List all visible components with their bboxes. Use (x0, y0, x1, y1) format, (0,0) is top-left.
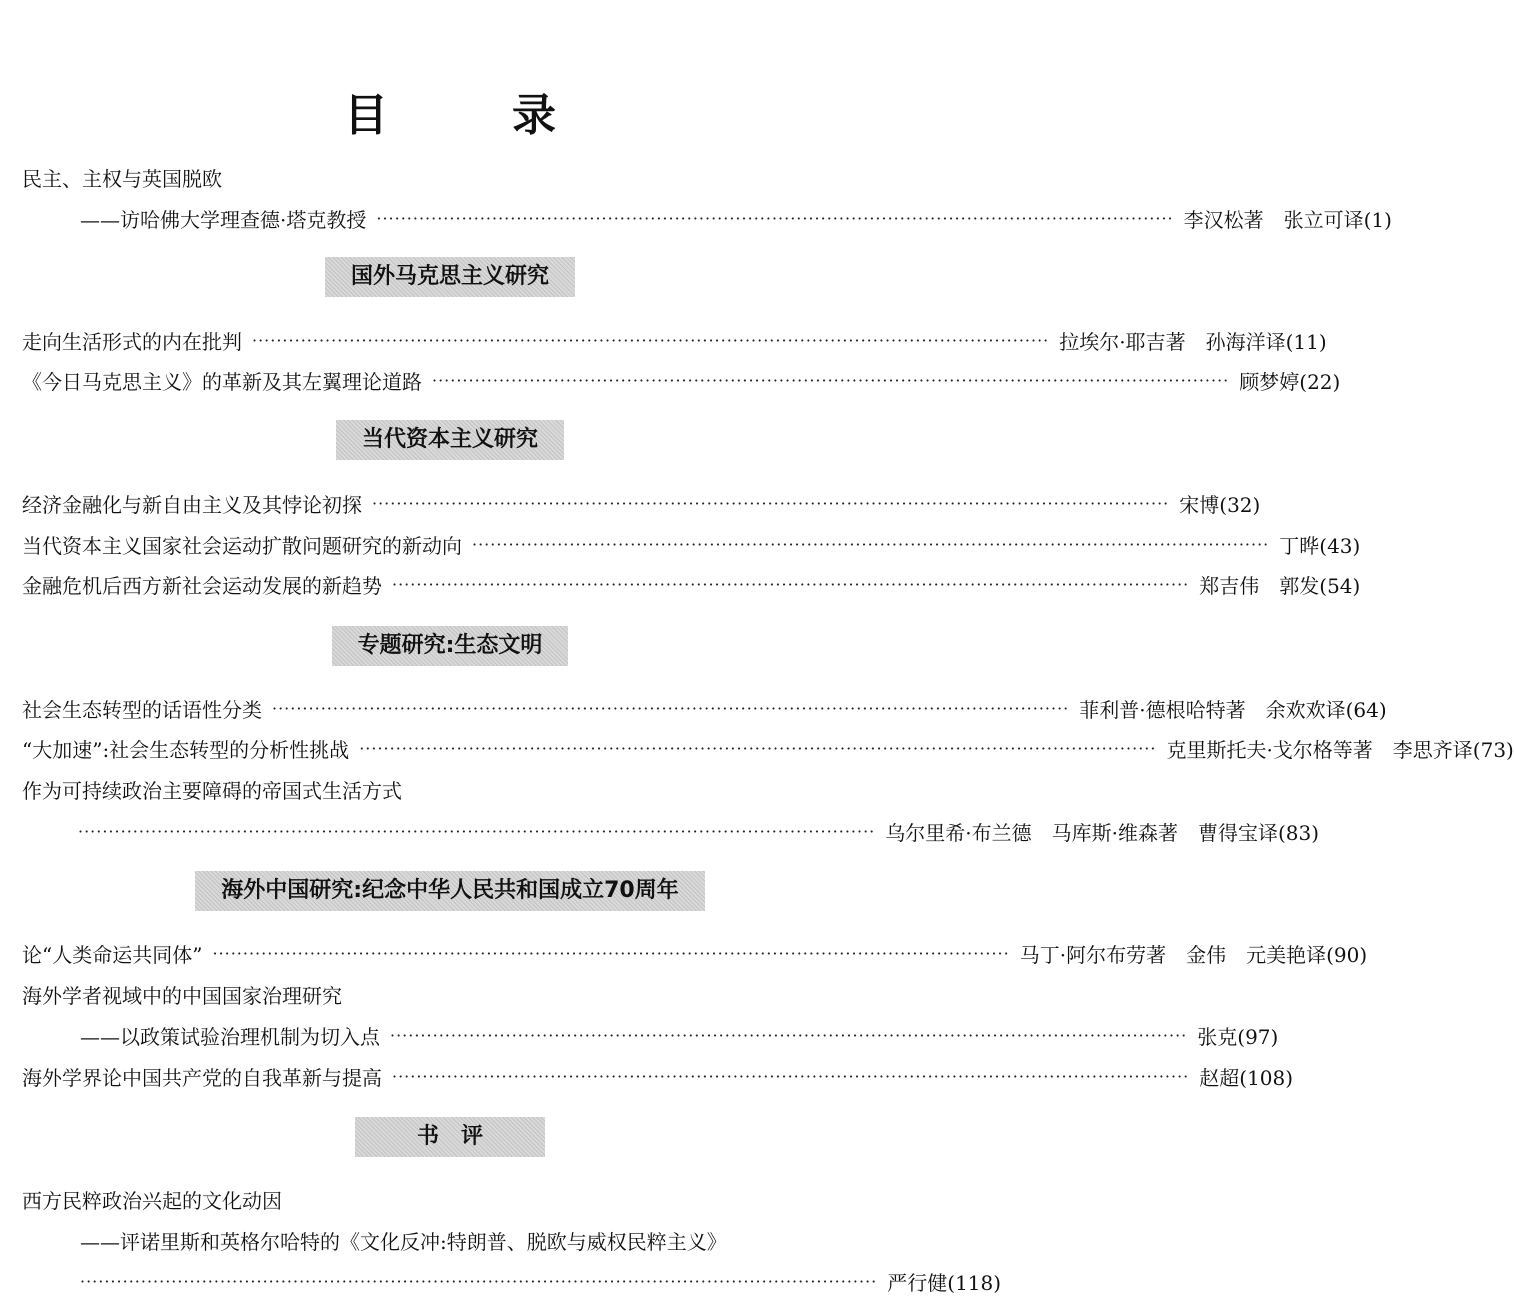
entry-title: 作为可持续政治主要障碍的帝国式生活方式 (22, 778, 402, 803)
dot-leader: ··································································································································· (80, 1271, 878, 1291)
toc-entry[interactable] (80, 1019, 1279, 1051)
dot-leader: ··································································································································· (390, 1025, 1188, 1045)
entry-title: 民主、主权与英国脱欧 (22, 166, 222, 191)
section-heading (0, 1117, 900, 1157)
section-heading (0, 420, 900, 460)
entry-title: 《今日马克思主义》的革新及其左翼理论道路 (22, 369, 422, 394)
section-heading-label: 当代资本主义研究 (336, 420, 564, 460)
dot-leader: ··································································································································· (376, 208, 1174, 228)
toc-entry[interactable] (22, 324, 1327, 356)
entry-title: 海外学界论中国共产党的自我革新与提高 (22, 1065, 382, 1090)
toc-entry[interactable] (22, 692, 1387, 724)
section-heading (0, 257, 900, 297)
toc-entry[interactable] (22, 528, 1361, 560)
toc-entry[interactable] (22, 773, 874, 805)
dot-leader: ··································································································································· (472, 534, 1270, 554)
section-heading-label: 专题研究:生态文明 (332, 626, 569, 666)
section-heading-label: 国外马克思主义研究 (325, 257, 575, 297)
toc-entry[interactable] (78, 815, 1320, 847)
entry-title: 论“人类命运共同体” (22, 942, 203, 967)
entry-title: 西方民粹政治兴起的文化动因 (22, 1188, 282, 1213)
dot-leader: ··································································································································· (359, 738, 1157, 758)
entry-authors-page: 乌尔里希·布兰德 马库斯·维森著 曹得宝译(83) (885, 820, 1320, 845)
entry-authors-page: 菲利普·德根哈特著 余欢欢译(64) (1079, 697, 1387, 722)
toc-entry[interactable] (22, 364, 1341, 396)
entry-authors-page: 赵超(108) (1199, 1065, 1294, 1090)
toc-entry[interactable] (22, 937, 1368, 969)
toc-entry[interactable] (22, 978, 874, 1010)
dot-leader: ··································································································································· (392, 1066, 1190, 1086)
entry-subtitle: ——访哈佛大学理查德·塔克教授 (80, 207, 367, 232)
dot-leader: ··································································································································· (372, 493, 1170, 513)
page-title: 目 录 (344, 90, 596, 141)
dot-leader: ··································································································································· (212, 943, 1010, 963)
entry-title: “大加速”:社会生态转型的分析性挑战 (22, 737, 350, 762)
entry-authors-page: 张克(97) (1197, 1024, 1279, 1049)
entry-authors-page: 顾梦婷(22) (1239, 369, 1341, 394)
dot-leader: ··································································································································· (78, 821, 876, 841)
toc-entry[interactable] (22, 732, 1514, 764)
toc-entry[interactable] (22, 1060, 1294, 1092)
entry-title: 社会生态转型的话语性分类 (22, 697, 262, 722)
toc-entry[interactable] (80, 1265, 1002, 1297)
entry-title: 当代资本主义国家社会运动扩散问题研究的新动向 (22, 533, 462, 558)
section-heading (0, 871, 900, 911)
entry-title: 金融危机后西方新社会运动发展的新趋势 (22, 573, 382, 598)
toc-entry[interactable] (22, 568, 1361, 600)
dot-leader: ··································································································································· (432, 370, 1230, 390)
dot-leader: ··································································································································· (392, 574, 1190, 594)
toc-entry[interactable] (22, 487, 1261, 519)
entry-authors-page: 李汉松著 张立可译(1) (1183, 207, 1392, 232)
entry-subtitle: ——以政策试验治理机制为切入点 (80, 1024, 380, 1049)
entry-title: 经济金融化与新自由主义及其悖论初探 (22, 492, 362, 517)
toc-entry[interactable] (22, 161, 874, 193)
entry-title: 海外学者视域中的中国国家治理研究 (22, 983, 342, 1008)
section-heading-label: 海外中国研究:纪念中华人民共和国成立70周年 (195, 871, 704, 911)
entry-authors-page: 马丁·阿尔布劳著 金伟 元美艳译(90) (1019, 942, 1368, 967)
entry-authors-page: 严行健(118) (887, 1270, 1002, 1295)
entry-authors-page: 宋博(32) (1179, 492, 1261, 517)
toc-entry[interactable] (80, 1224, 874, 1256)
entry-authors-page: 拉埃尔·耶吉著 孙海洋译(11) (1059, 329, 1327, 354)
entry-authors-page: 丁晔(43) (1279, 533, 1361, 558)
dot-leader: ··································································································································· (272, 698, 1070, 718)
section-heading-label: 书 评 (355, 1117, 545, 1157)
entry-subtitle: ——评诺里斯和英格尔哈特的《文化反冲:特朗普、脱欧与威权民粹主义》 (80, 1229, 727, 1254)
entry-title: 走向生活形式的内在批判 (22, 329, 242, 354)
toc-entry[interactable] (22, 1183, 874, 1215)
dot-leader: ··································································································································· (252, 330, 1050, 350)
entry-authors-page: 克里斯托夫·戈尔格等著 李思齐译(73) (1166, 737, 1514, 762)
section-heading (0, 626, 900, 666)
toc-entry[interactable] (80, 202, 1392, 234)
entry-authors-page: 郑吉伟 郭发(54) (1199, 573, 1361, 598)
